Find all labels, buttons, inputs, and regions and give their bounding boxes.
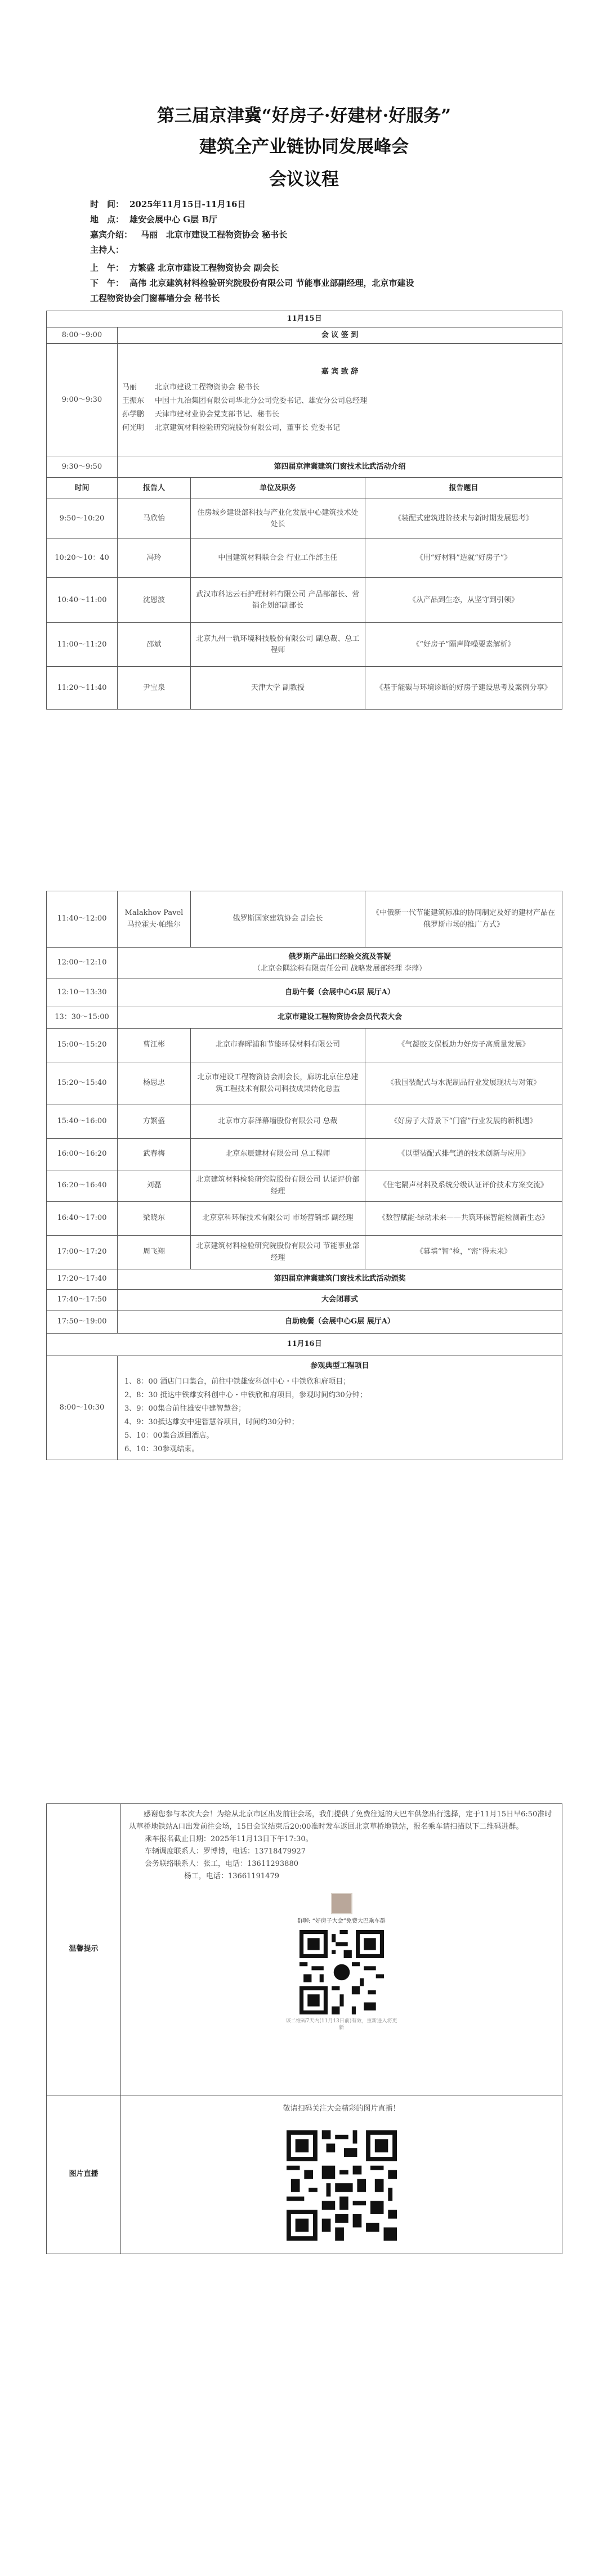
table-row: 10:20～10：40 冯玲 中国建筑材料联合会 行业工作部主任 《用“好材料”造就“好房子”》	[47, 538, 562, 578]
guest-row: 何光明 北京建筑材料检验研究院股份有限公司，董事长 党委书记	[122, 423, 341, 432]
visit-item: 2、8：30 抵达中铁雄安科创中心・中铁欣和府项目，参观时间约30分钟；	[124, 1391, 367, 1399]
guests-cell	[118, 344, 562, 456]
intro-time: 9:30～9:50	[47, 456, 118, 478]
am-label: 上 午：	[90, 263, 124, 273]
guests-time: 9:00～9:30	[47, 344, 118, 456]
table-row: 16:20～16:40 刘磊 北京建筑材料检验研究院股份有限公司 认证评价部经理 《住宅隔声材料及系统分级认证评价技术方案交流》	[47, 1170, 562, 1202]
table-row: 17:00～17:20 周飞翔 北京建筑材料检验研究院股份有限公司 节能事业部经理 《幕墙“智”检，“密”得未来》	[47, 1236, 562, 1269]
tips-cell	[121, 1804, 562, 2095]
guest-row: 孙学鹏 天津市建材业协会党支部书记、秘书长	[122, 410, 280, 419]
time-label: 时 间：	[90, 199, 124, 209]
award-label: 第四届京津冀建筑门窗技术比武活动颁奖	[118, 1269, 562, 1290]
live-text: 敬请扫码关注大会精彩的图片直播！	[283, 2104, 400, 2113]
qr-caption: 群聊: “好房子大会”免费大巴乘车群	[297, 1918, 386, 1924]
tips-label: 温馨提示	[47, 1804, 121, 2095]
lunch-time: 12:10～13:30	[47, 979, 118, 1007]
agenda-table-day1-afternoon	[46, 891, 562, 1460]
export-time: 12:00～12:10	[47, 948, 118, 979]
export-cell: 俄罗斯产品出口经验交流及答疑 （北京金隅涂料有限责任公司 战略发展部经理 李萍）	[118, 948, 562, 979]
header-time: 时间	[47, 478, 118, 499]
closing-time: 17:40～17:50	[47, 1290, 118, 1311]
moderator-pm-cont	[90, 291, 552, 306]
qr-note: 该二维码7天内(11月13日前)有效，重新进入将更新	[285, 2018, 397, 2031]
wechat-group-qr-icon[interactable]	[299, 1930, 384, 2014]
title-line-3: 会议议程	[269, 169, 339, 190]
visit-cell	[118, 1356, 562, 1460]
place-value: 雄安会展中心 G层 B厅	[129, 214, 217, 225]
tips-table	[46, 1803, 562, 2254]
host-label: 嘉宾介绍：	[90, 230, 133, 240]
group-avatar	[331, 1893, 352, 1914]
dinner-label: 自助晚餐（会展中心G层 展厅A）	[118, 1311, 562, 1334]
header-topic: 报告题目	[365, 478, 562, 499]
meeting-place	[90, 212, 552, 227]
agenda-table-day1	[46, 311, 562, 710]
visit-item: 3、9：00集合前往雄安中建智慧谷；	[124, 1404, 246, 1413]
moderator-am	[90, 261, 552, 275]
day1-date: 11月15日	[47, 311, 562, 327]
header-org: 单位及职务	[191, 478, 365, 499]
sign-time: 8:00～9:00	[47, 327, 118, 344]
assembly-label: 北京市建设工程物资协会会员代表大会	[118, 1007, 562, 1029]
closing-label: 大会闭幕式	[118, 1290, 562, 1311]
visit-time: 8:00～10:30	[47, 1356, 118, 1460]
assembly-time: 13：30～15:00	[47, 1007, 118, 1029]
moderator	[90, 243, 552, 257]
moderator-label: 主持人：	[90, 245, 124, 255]
host-value: 马丽 北京市建设工程物资协会 秘书长	[141, 230, 288, 240]
visit-item: 6、10：30参观结束。	[124, 1445, 199, 1453]
lunch-label: 自助午餐（会展中心G层 展厅A）	[118, 979, 562, 1007]
am-value: 方繁盛 北京市建设工程物资协会 副会长	[129, 263, 279, 273]
qr-card	[285, 1893, 398, 2031]
pm-value-2: 工程物资协会门窗幕墙分会 秘书长	[90, 293, 220, 303]
guest-row: 马丽 北京市建设工程物资协会 秘书长	[122, 383, 260, 392]
moderator-pm	[90, 276, 552, 290]
table-row: 16:40～17:00 梁晓东 北京京科环保技术有限公司 市场营销部 副经理 《数智赋能·绿动未来——共筑环保智能检测新生态》	[47, 1202, 562, 1236]
header-speaker: 报告人	[118, 478, 191, 499]
visit-item: 1、8：00 酒店门口集合，前往中铁雄安科创中心・中铁欣和府项目；	[124, 1377, 351, 1386]
live-cell	[121, 2095, 562, 2254]
guests-title: 嘉 宾 致 辞	[321, 367, 359, 376]
place-label: 地 点：	[90, 214, 124, 225]
time-value: 2025年11月15日-11月16日	[129, 199, 246, 209]
intro-label: 第四届京津冀建筑门窗技术比武活动介绍	[118, 456, 562, 478]
day2-date: 11月16日	[47, 1334, 562, 1356]
contact-yang: 杨工，电话：13661191479	[184, 1872, 279, 1881]
table-row: 11:20～11:40 尹宝泉 天津大学 副教授 《基于能碳与环境诊断的好房子建设思考及案例分享》	[47, 667, 562, 710]
meeting-time	[90, 197, 552, 212]
table-row: 10:40～11:00 沈恩波 武汉市科达云石护理材料有限公司 产品部部长、营销企划部副部长 《从产品到生态，从坚守到引领》	[47, 578, 562, 623]
contact-conference: 会务联络联系人：张工，电话：13611293880	[145, 1860, 298, 1868]
sign-label: 会 议 签 到	[118, 327, 562, 344]
table-row: 11:00～11:20 邵斌 北京九州一轨环境科技股份有限公司 副总裁、总工程师 《“好房子”隔声降噪要素解析》	[47, 623, 562, 667]
photo-live-qr-icon[interactable]	[287, 2130, 397, 2241]
tips-paragraph: 感谢您参与本次大会！为给从北京市区出发前往会场，我们提供了免费往返的大巴车供您出行选择，定于11月15日早6:50准时从草桥地铁站A口出发前往会场，15日会议结束后20:00准时发车返回北京草桥地铁站，报名乘车请扫描以下二维码进群。	[129, 1810, 552, 1831]
title-line-2: 建筑全产业链协同发展峰会	[199, 137, 409, 157]
table-header-row	[47, 478, 562, 499]
dinner-time: 17:50～19:00	[47, 1311, 118, 1334]
guest-intro	[90, 227, 552, 242]
table-row: 15:20～15:40 杨思忠 北京市建设工程物资协会副会长，廊坊北京住总建筑工程技术有限公司科技成果转化总监 《我国装配式与水泥制品行业发展现状与对策》	[47, 1062, 562, 1105]
table-row: 16:00～16:20 武春梅 北京东辰建材有限公司 总工程师 《以型装配式排气道的技术创新与应用》	[47, 1139, 562, 1170]
table-row: 11:40～12:00 Malakhov Pavel 马拉霍夫·帕维尔 俄罗斯国家建筑协会 副会长 《中俄新一代节能建筑标准的协同制定及好的建材产品在俄罗斯市场的推广方式》	[47, 891, 562, 948]
visit-item: 4、9：30抵达雄安中建智慧谷项目，时间约30分钟；	[124, 1418, 299, 1426]
visit-item: 5、10：00集合返回酒店。	[124, 1431, 214, 1440]
table-row: 15:00～15:20 曹江彬 北京市春晖浦和节能环保材料有限公司 《气凝胶支保板助力好房子高质量发展》	[47, 1029, 562, 1062]
table-row: 9:50～10:20 马欣怡 住房城乡建设部科技与产业化发展中心建筑技术处 处长 《装配式建筑进阶技术与新时期发展思考》	[47, 499, 562, 538]
visit-title: 参观典型工程项目	[310, 1362, 369, 1370]
pm-label: 下 午：	[90, 278, 124, 288]
pm-value-1: 高伟 北京建筑材料检验研究院股份有限公司 节能事业部副经理，北京市建设	[129, 278, 414, 288]
tips-deadline: 乘车报名截止日期：2025年11月13日下午17:30。	[145, 1835, 313, 1843]
contact-dispatch: 车辆调度联系人：罗博博，电话：13718479927	[145, 1847, 306, 1856]
guest-row: 王振东 中国十九冶集团有限公司华北分公司党委书记、雄安分公司总经理	[122, 396, 368, 405]
title-line-1: 第三届京津冀“好房子·好建材·好服务”	[157, 106, 451, 126]
live-label: 图片直播	[47, 2095, 121, 2254]
award-time: 17:20～17:40	[47, 1269, 118, 1290]
table-row: 15:40～16:00 方繁盛 北京市方泰泽幕墙股份有限公司 总裁 《好房子大背景下“门窗”行业发展的新机遇》	[47, 1105, 562, 1139]
